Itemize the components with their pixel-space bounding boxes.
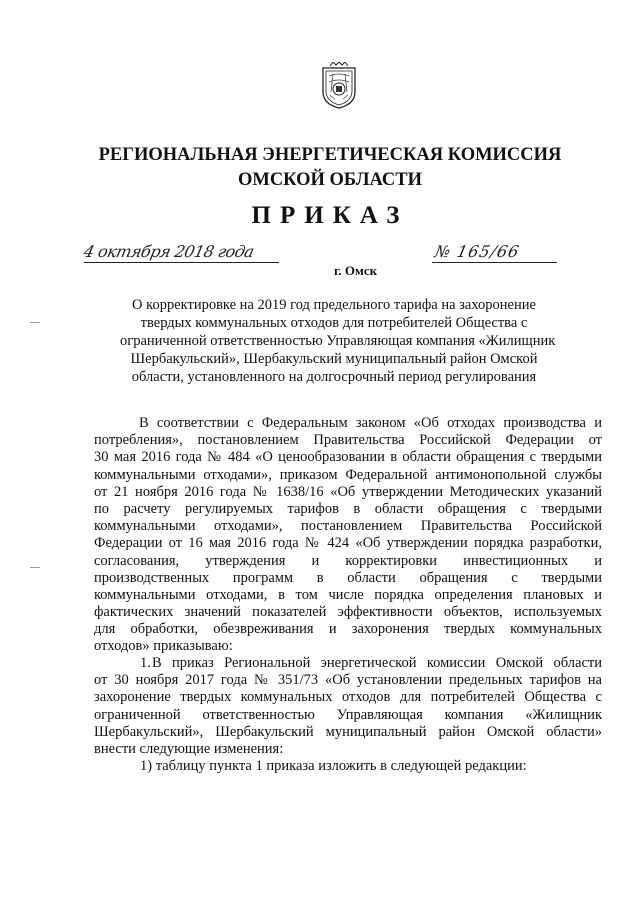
subject-line: области, установленного на долгосрочный период регулирования <box>131 369 537 385</box>
preamble-line: фактических значений показателей эффективности объектов, используемых <box>94 604 602 621</box>
preamble-line: отходов» приказываю: <box>94 638 233 655</box>
preamble-paragraph <box>94 415 602 656</box>
city-label: г. Омск <box>334 263 378 278</box>
preamble-line: 30 мая 2016 года № 484 «О ценообразовании в области обращения с твердыми <box>94 449 602 466</box>
preamble-line: коммунальными отходами, в том числе порядка определения плановых и <box>94 586 602 603</box>
coat-of-arms-icon <box>321 62 357 110</box>
preamble-line: производственных программ в области обращения с твердыми <box>94 569 602 586</box>
handwritten-order-number: № 165/66 <box>432 242 522 261</box>
agency-name-line2: ОМСКОЙ ОБЛАСТИ <box>237 170 423 190</box>
subject-line: Шербакульский», Шербакульский муниципальный район Омской <box>130 351 538 367</box>
subject-line: твердых коммунальных отходов для потребителей Общества с <box>140 315 528 331</box>
margin-mark <box>30 322 40 323</box>
item-line: Шербакульский», Шербакульский муниципальный район Омской области» <box>94 723 602 740</box>
preamble-line: коммунальными отходами», приказом Федеральной антимонопольной службы <box>94 466 602 483</box>
preamble-line: от 21 ноября 2016 года № 1638/16 «Об утверждении Методических указаний <box>94 483 602 500</box>
subject-line: О корректировке на 2019 год предельного тарифа на захоронение <box>132 297 536 313</box>
margin-mark <box>30 567 40 568</box>
item-line: захоронение твердых коммунальных отходов для потребителей Общества с <box>94 689 602 706</box>
preamble-line: согласования, утверждения и корректировки инвестиционных и <box>94 552 602 569</box>
item-number: 1. <box>140 655 151 671</box>
subitem-1: 1) таблицу пункта 1 приказа изложить в следующей редакции: <box>140 758 527 774</box>
order-subject <box>120 296 556 386</box>
preamble-line: для обработки, обезвреживания и захоронения твердых коммунальных <box>94 621 602 638</box>
item-line: ограниченной ответственностью Управляющая компания «Жилищник <box>94 706 602 723</box>
order-item-1 <box>94 655 602 758</box>
number-underline <box>432 262 557 263</box>
agency-name-line1: РЕГИОНАЛЬНАЯ ЭНЕРГЕТИЧЕСКАЯ КОМИССИЯ <box>98 145 562 165</box>
date-underline <box>84 262 279 263</box>
item-line: В приказ Региональной энергетической комиссии Омской области <box>152 655 602 671</box>
preamble-line: потребления», постановлением Правительства Российской Федерации от <box>94 432 602 449</box>
handwritten-date: 4 октября 2018 года <box>81 242 256 261</box>
document-type-title: ПРИКАЗ <box>251 202 409 229</box>
preamble-line: В соответствии с Федеральным законом «Об отходах производства и <box>139 415 602 431</box>
preamble-line: по расчету регулируемых тарифов в области обращения с твердыми <box>94 500 602 517</box>
preamble-line: Федерации от 16 мая 2016 года № 424 «Об утверждении порядка разработки, <box>94 535 602 552</box>
preamble-line: коммунальными отходами», постановлением Правительства Российской <box>94 518 602 535</box>
subject-line: ограниченной ответственностью Управляющая компания «Жилищник <box>120 333 556 349</box>
item-line: внести следующие изменения: <box>94 740 284 757</box>
item-line: от 30 ноября 2017 года № 351/73 «Об установлении предельных тарифов на <box>94 672 602 689</box>
